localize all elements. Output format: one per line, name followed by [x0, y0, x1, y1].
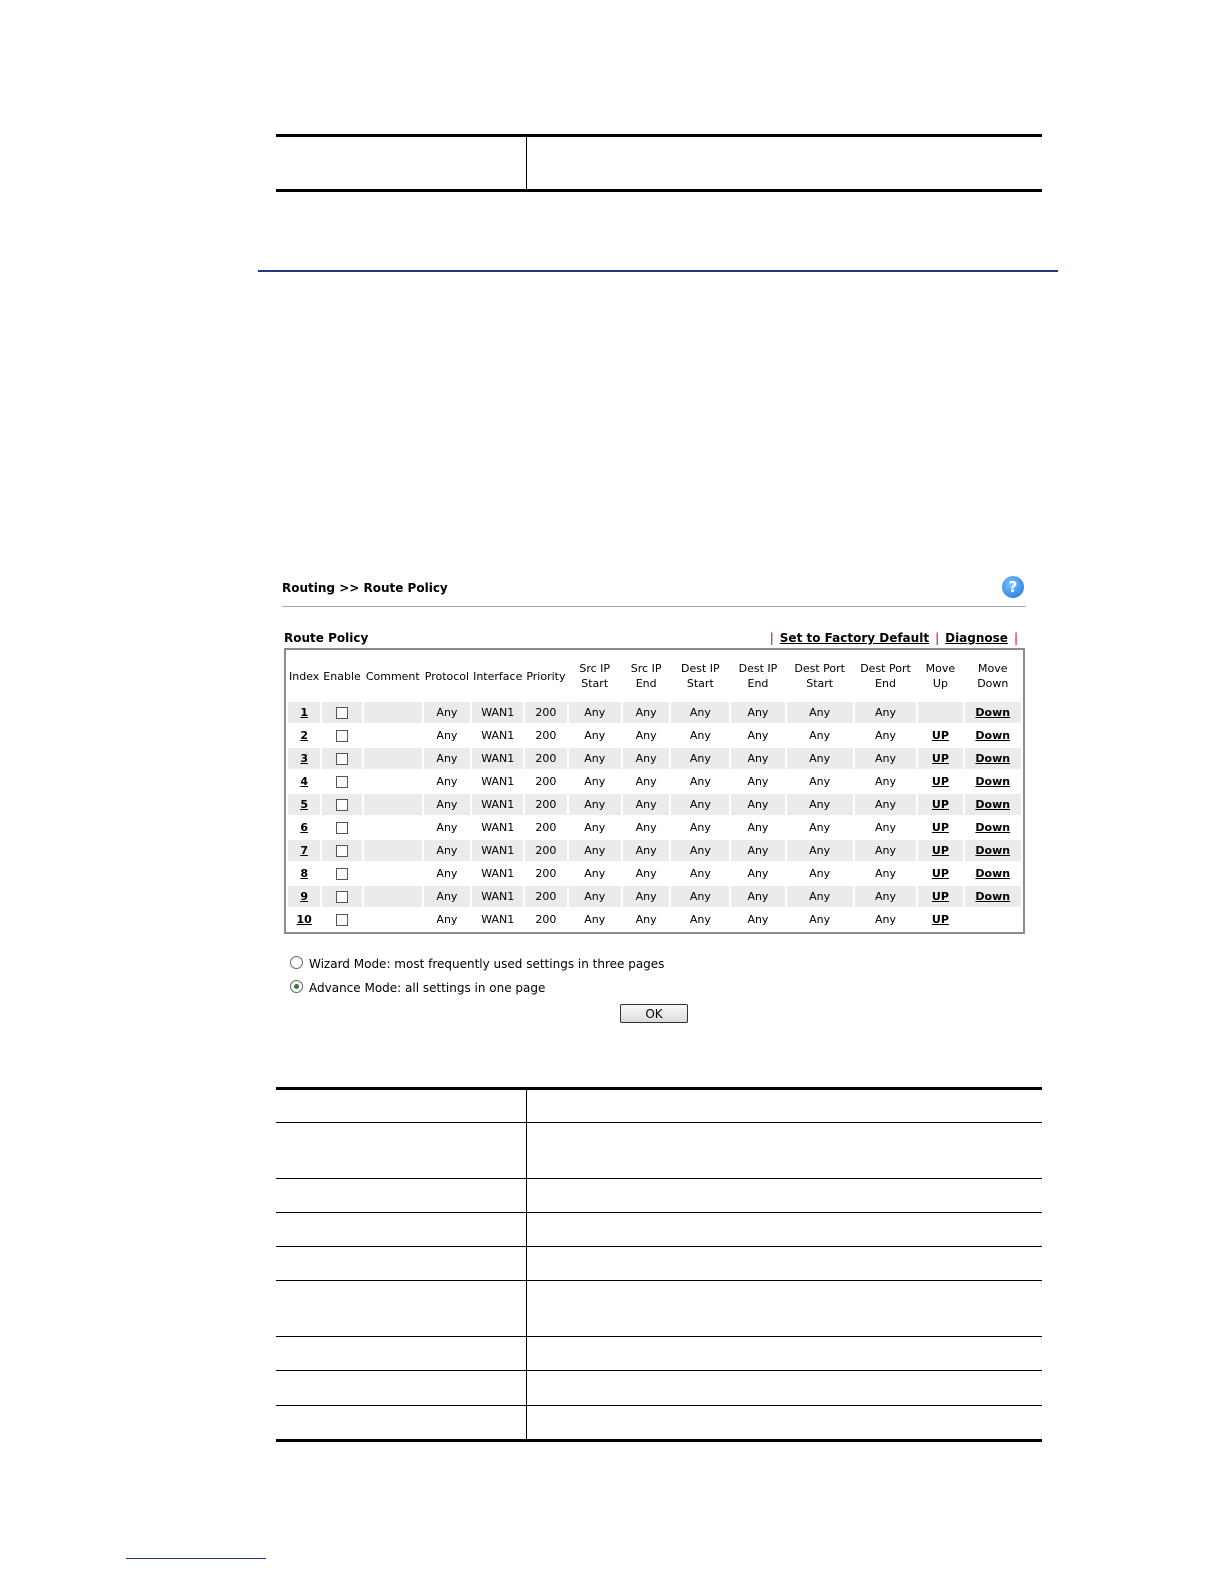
interface-cell: WAN1: [472, 771, 523, 792]
index-cell: [288, 886, 320, 907]
src-end-cell: Any: [623, 748, 669, 769]
dst-start-cell: Any: [671, 909, 729, 930]
index-link[interactable]: 7: [300, 844, 308, 857]
dst-start-cell: Any: [671, 748, 729, 769]
dport-start-cell: Any: [787, 909, 853, 930]
dport-end-cell: Any: [855, 817, 917, 838]
src-start-cell: Any: [569, 702, 621, 723]
column-header: Protocol: [424, 669, 470, 683]
src-start-cell: Any: [569, 794, 621, 815]
separator: |: [769, 631, 774, 645]
column-header: Enable: [323, 669, 361, 683]
column-header: Dest IP End: [738, 662, 778, 690]
separator: |: [935, 631, 940, 645]
dport-start-cell: Any: [787, 771, 853, 792]
set-factory-default-link[interactable]: Set to Factory Default: [779, 631, 930, 645]
section-rule: [258, 270, 1058, 272]
table-rule: [276, 1212, 1042, 1213]
protocol-cell: Any: [424, 840, 470, 861]
enable-checkbox[interactable]: [336, 868, 348, 880]
table-row: [288, 771, 1021, 792]
interface-cell: WAN1: [472, 909, 523, 930]
interface-cell: WAN1: [472, 840, 523, 861]
move-down-link[interactable]: Down: [975, 890, 1011, 903]
move-up-cell: [918, 725, 962, 746]
interface-cell: WAN1: [472, 817, 523, 838]
enable-checkbox[interactable]: [336, 891, 348, 903]
column-header: Src IP Start: [579, 662, 611, 690]
index-link[interactable]: 5: [300, 798, 308, 811]
interface-cell: WAN1: [472, 863, 523, 884]
dport-start-cell: Any: [787, 748, 853, 769]
help-icon[interactable]: ?: [1002, 576, 1024, 598]
priority-cell: 200: [525, 909, 566, 930]
dport-end-cell: Any: [855, 794, 917, 815]
enable-checkbox[interactable]: [336, 914, 348, 926]
interface-cell: WAN1: [472, 748, 523, 769]
index-cell: [288, 725, 320, 746]
move-down-link[interactable]: Down: [975, 706, 1011, 719]
enable-checkbox[interactable]: [336, 799, 348, 811]
dst-end-cell: Any: [731, 840, 784, 861]
enable-checkbox[interactable]: [336, 707, 348, 719]
protocol-cell: Any: [424, 771, 470, 792]
doc-table-bottom: [276, 1087, 1042, 1442]
move-down-cell: [965, 840, 1021, 861]
route-policy-table: [284, 648, 1025, 934]
move-up-cell: [918, 748, 962, 769]
dport-end-cell: Any: [855, 725, 917, 746]
move-down-link[interactable]: Down: [975, 752, 1011, 765]
table-row: [288, 886, 1021, 907]
column-divider: [526, 1087, 527, 1442]
comment-cell: [364, 863, 422, 884]
dst-end-cell: Any: [731, 794, 784, 815]
move-up-link[interactable]: UP: [931, 844, 949, 857]
page-title: Route Policy: [284, 631, 369, 645]
index-cell: [288, 817, 320, 838]
table-rule: [276, 1439, 1042, 1442]
move-up-link[interactable]: UP: [931, 798, 949, 811]
wizard-mode-option[interactable]: [290, 956, 664, 971]
enable-checkbox[interactable]: [336, 776, 348, 788]
column-header: Priority: [526, 669, 566, 683]
footer-rule: [126, 1558, 266, 1559]
dport-end-cell: Any: [855, 702, 917, 723]
priority-cell: 200: [525, 840, 566, 861]
index-link[interactable]: 10: [296, 913, 312, 926]
protocol-cell: Any: [424, 817, 470, 838]
dst-end-cell: Any: [731, 702, 784, 723]
move-down-cell: [965, 794, 1021, 815]
column-header: Move Up: [925, 662, 956, 690]
move-down-cell: [965, 886, 1021, 907]
comment-cell: [364, 909, 422, 930]
move-down-cell: [965, 748, 1021, 769]
dport-end-cell: Any: [855, 863, 917, 884]
priority-cell: 200: [525, 886, 566, 907]
table-rule: [276, 1280, 1042, 1281]
dst-start-cell: Any: [671, 840, 729, 861]
priority-cell: 200: [525, 863, 566, 884]
move-up-link[interactable]: UP: [931, 867, 949, 880]
wizard-mode-radio[interactable]: [290, 956, 303, 969]
enable-checkbox[interactable]: [336, 730, 348, 742]
move-down-link[interactable]: Down: [975, 798, 1011, 811]
dport-start-cell: Any: [787, 702, 853, 723]
table-rule: [276, 1246, 1042, 1247]
dst-end-cell: Any: [731, 886, 784, 907]
move-up-cell: [918, 794, 962, 815]
src-start-cell: Any: [569, 909, 621, 930]
move-up-link[interactable]: UP: [931, 890, 949, 903]
table-row: [288, 909, 1021, 930]
dst-end-cell: Any: [731, 863, 784, 884]
interface-cell: WAN1: [472, 794, 523, 815]
table-row: [288, 817, 1021, 838]
enable-checkbox[interactable]: [336, 753, 348, 765]
table-rule: [276, 1336, 1042, 1337]
enable-cell: [322, 771, 361, 792]
index-link[interactable]: 1: [300, 706, 308, 719]
move-up-cell: [918, 840, 962, 861]
move-up-link[interactable]: UP: [931, 913, 949, 926]
column-header: Comment: [365, 669, 420, 683]
dst-start-cell: Any: [671, 771, 729, 792]
protocol-cell: Any: [424, 886, 470, 907]
dport-end-cell: Any: [855, 909, 917, 930]
column-header: Dest Port End: [860, 662, 911, 690]
top-links: [764, 631, 1024, 645]
comment-cell: [364, 817, 422, 838]
table-header: [288, 652, 1021, 700]
move-down-link[interactable]: Down: [975, 729, 1011, 742]
table-rule: [276, 1087, 1042, 1090]
table-row: [288, 702, 1021, 723]
comment-cell: [364, 702, 422, 723]
src-end-cell: Any: [623, 840, 669, 861]
index-link[interactable]: 9: [300, 890, 308, 903]
dport-end-cell: Any: [855, 840, 917, 861]
src-end-cell: Any: [623, 794, 669, 815]
enable-cell: [322, 863, 361, 884]
comment-cell: [364, 840, 422, 861]
index-link[interactable]: 2: [300, 729, 308, 742]
ok-button[interactable]: OK: [620, 1004, 688, 1023]
move-up-cell: [918, 702, 962, 723]
move-down-link[interactable]: Down: [975, 867, 1011, 880]
move-up-link[interactable]: UP: [931, 729, 949, 742]
column-header: Dest Port Start: [794, 662, 845, 690]
src-start-cell: Any: [569, 817, 621, 838]
index-cell: [288, 840, 320, 861]
index-link[interactable]: 4: [300, 775, 308, 788]
dst-start-cell: Any: [671, 725, 729, 746]
dst-start-cell: Any: [671, 794, 729, 815]
priority-cell: 200: [525, 725, 566, 746]
move-down-cell: [965, 817, 1021, 838]
dst-end-cell: Any: [731, 909, 784, 930]
column-header: Src IP End: [630, 662, 662, 690]
priority-cell: 200: [525, 794, 566, 815]
column-header: Dest IP Start: [681, 662, 720, 690]
enable-cell: [322, 725, 361, 746]
dport-start-cell: Any: [787, 840, 853, 861]
index-cell: [288, 702, 320, 723]
src-start-cell: Any: [569, 725, 621, 746]
comment-cell: [364, 725, 422, 746]
priority-cell: 200: [525, 817, 566, 838]
dport-end-cell: Any: [855, 748, 917, 769]
move-down-cell: [965, 863, 1021, 884]
table-row: [288, 748, 1021, 769]
dst-start-cell: Any: [671, 886, 729, 907]
dport-start-cell: Any: [787, 863, 853, 884]
src-start-cell: Any: [569, 771, 621, 792]
dport-start-cell: Any: [787, 794, 853, 815]
breadcrumb: Routing >> Route Policy: [282, 581, 448, 595]
src-end-cell: Any: [623, 702, 669, 723]
doc-table-top: [276, 134, 1042, 192]
move-up-cell: [918, 863, 962, 884]
table-rule: [276, 1405, 1042, 1406]
index-link[interactable]: 3: [300, 752, 308, 765]
column-header: Interface: [473, 669, 523, 683]
index-cell: [288, 909, 320, 930]
src-end-cell: Any: [623, 863, 669, 884]
enable-checkbox[interactable]: [336, 845, 348, 857]
column-header: Index: [289, 669, 320, 683]
move-down-cell: [965, 725, 1021, 746]
move-down-link[interactable]: Down: [975, 775, 1011, 788]
interface-cell: WAN1: [472, 725, 523, 746]
enable-cell: [322, 748, 361, 769]
enable-cell: [322, 702, 361, 723]
column-header: Move Down: [977, 662, 1009, 690]
move-down-cell: [965, 702, 1021, 723]
dst-end-cell: Any: [731, 748, 784, 769]
wizard-mode-label: Wizard Mode: most frequently used settings in three pages: [309, 957, 665, 971]
table-rule: [276, 1178, 1042, 1179]
dport-start-cell: Any: [787, 725, 853, 746]
move-up-cell: [918, 909, 962, 930]
dst-end-cell: Any: [731, 725, 784, 746]
src-start-cell: Any: [569, 886, 621, 907]
src-end-cell: Any: [623, 817, 669, 838]
column-divider: [526, 137, 527, 189]
move-down-cell: [965, 771, 1021, 792]
protocol-cell: Any: [424, 702, 470, 723]
table-row: [288, 725, 1021, 746]
src-end-cell: Any: [623, 771, 669, 792]
priority-cell: 200: [525, 748, 566, 769]
route-policy-panel: [282, 570, 1028, 1030]
dst-start-cell: Any: [671, 702, 729, 723]
table-row: [288, 840, 1021, 861]
priority-cell: 200: [525, 771, 566, 792]
advance-mode-label: Advance Mode: all settings in one page: [309, 981, 546, 995]
comment-cell: [364, 886, 422, 907]
divider: [282, 606, 1026, 607]
move-up-cell: [918, 771, 962, 792]
protocol-cell: Any: [424, 748, 470, 769]
interface-cell: WAN1: [472, 886, 523, 907]
move-up-link[interactable]: UP: [931, 775, 949, 788]
move-up-link[interactable]: UP: [931, 821, 949, 834]
priority-cell: 200: [525, 702, 566, 723]
src-start-cell: Any: [569, 748, 621, 769]
index-link[interactable]: 8: [300, 867, 308, 880]
dst-start-cell: Any: [671, 817, 729, 838]
protocol-cell: Any: [424, 725, 470, 746]
enable-cell: [322, 840, 361, 861]
enable-cell: [322, 794, 361, 815]
enable-cell: [322, 886, 361, 907]
advance-mode-radio[interactable]: [290, 980, 303, 993]
dport-start-cell: Any: [787, 886, 853, 907]
separator: |: [1013, 631, 1018, 645]
comment-cell: [364, 771, 422, 792]
dport-end-cell: Any: [855, 886, 917, 907]
move-down-cell: [965, 909, 1021, 930]
src-end-cell: Any: [623, 909, 669, 930]
interface-cell: WAN1: [472, 702, 523, 723]
dst-start-cell: Any: [671, 863, 729, 884]
protocol-cell: Any: [424, 909, 470, 930]
enable-checkbox[interactable]: [336, 822, 348, 834]
enable-cell: [322, 909, 361, 930]
table-rule: [276, 1370, 1042, 1371]
protocol-cell: Any: [424, 794, 470, 815]
table-row: [288, 794, 1021, 815]
table-row: [288, 863, 1021, 884]
move-down-link[interactable]: Down: [975, 844, 1011, 857]
dst-end-cell: Any: [731, 817, 784, 838]
src-end-cell: Any: [623, 725, 669, 746]
index-cell: [288, 771, 320, 792]
index-cell: [288, 863, 320, 884]
index-cell: [288, 748, 320, 769]
index-cell: [288, 794, 320, 815]
dport-end-cell: Any: [855, 771, 917, 792]
move-up-cell: [918, 886, 962, 907]
move-down-link[interactable]: Down: [975, 821, 1011, 834]
move-up-link[interactable]: UP: [931, 752, 949, 765]
src-start-cell: Any: [569, 840, 621, 861]
table-rule: [276, 1122, 1042, 1123]
move-up-cell: [918, 817, 962, 838]
comment-cell: [364, 794, 422, 815]
dport-start-cell: Any: [787, 817, 853, 838]
src-start-cell: Any: [569, 863, 621, 884]
protocol-cell: Any: [424, 863, 470, 884]
diagnose-link[interactable]: Diagnose: [945, 631, 1008, 645]
dst-end-cell: Any: [731, 771, 784, 792]
advance-mode-option[interactable]: [290, 980, 545, 995]
src-end-cell: Any: [623, 886, 669, 907]
comment-cell: [364, 748, 422, 769]
enable-cell: [322, 817, 361, 838]
index-link[interactable]: 6: [300, 821, 308, 834]
